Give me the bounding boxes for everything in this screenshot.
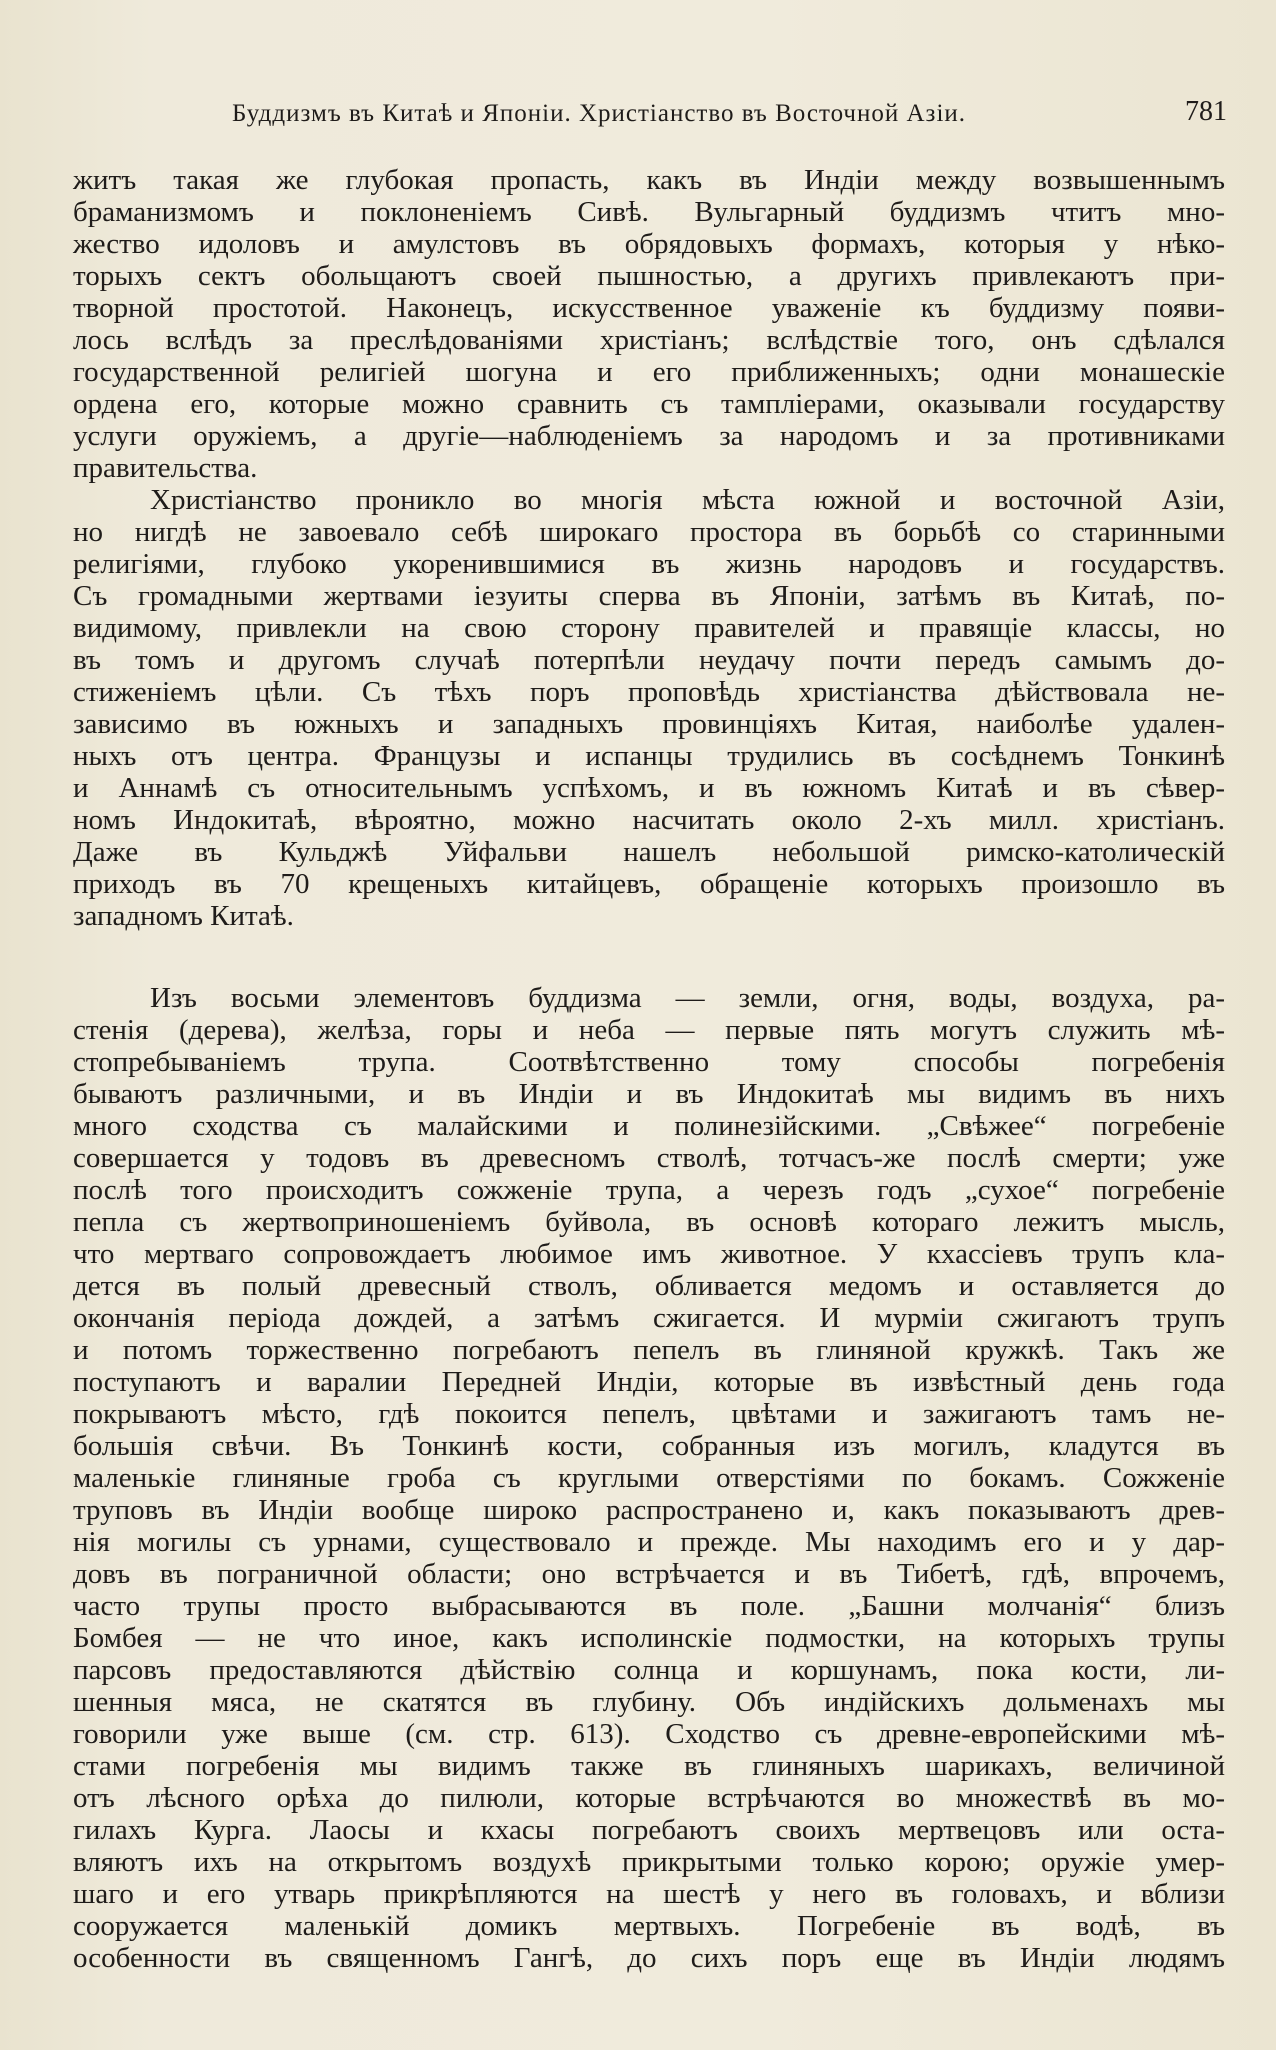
text-line: пепла съ жертвоприношеніемъ буйвола, въ основѣ котораго лежитъ мысль, (73, 1206, 1225, 1238)
text-line: житъ такая же глубокая пропасть, какъ въ Индіи между возвышеннымъ (73, 164, 1225, 196)
text-line: зависимо въ южныхъ и западныхъ провинціяхъ Китая, наиболѣе удален- (73, 708, 1225, 740)
paragraph-buddhism-continued (73, 164, 1225, 484)
text-line: много сходства съ малайскими и полинезійскими. „Свѣжее“ погребеніе (73, 1110, 1225, 1142)
text-line: часто трупы просто выбрасываются въ поле. „Башни молчанія“ близъ (73, 1590, 1225, 1622)
paragraph-burial-customs (73, 982, 1225, 1974)
text-line: шенныя мяса, не скатятся въ глубину. Объ индійскихъ дольменахъ мы (73, 1686, 1225, 1718)
text-line: нія могилы съ урнами, существовало и прежде. Мы находимъ его и у дар- (73, 1526, 1225, 1558)
text-line: правительства. (73, 452, 258, 484)
text-line: послѣ того происходитъ сожженіе трупа, а черезъ годъ „сухое“ погребеніе (73, 1174, 1225, 1206)
text-line: творной простотой. Наконецъ, искусственное уваженіе къ буддизму появи- (73, 292, 1225, 324)
text-line: отъ лѣсного орѣха до пилюли, которые встрѣчаются во множествѣ въ мо- (73, 1782, 1225, 1814)
page-body (73, 164, 1225, 1974)
text-line: номъ Индокитаѣ, вѣроятно, можно насчитать около 2-хъ милл. христіанъ. (73, 804, 1225, 836)
text-line: лось вслѣдъ за преслѣдованіями христіанъ; вслѣдствіе того, онъ сдѣлался (73, 324, 1225, 356)
text-line: покрываютъ мѣсто, гдѣ покоится пепелъ, цвѣтами и зажигаютъ тамъ не- (73, 1398, 1225, 1430)
section-gap (73, 932, 1225, 982)
text-line: западномъ Китаѣ. (73, 900, 294, 932)
text-line: въ томъ и другомъ случаѣ потерпѣли неудачу почти передъ самымъ до- (73, 644, 1225, 676)
text-line: жество идоловъ и амулстовъ въ обрядовыхъ формахъ, которыя у нѣко- (73, 228, 1225, 260)
text-line: Христіанство проникло во многія мѣста южной и восточной Азіи, (150, 484, 1225, 516)
text-line: видимому, привлекли на свою сторону правителей и правящіе классы, но (73, 612, 1225, 644)
text-line: гилахъ Курга. Лаосы и кхасы погребаютъ своихъ мертвецовъ или оста- (73, 1814, 1225, 1846)
text-line: Бомбея — не что иное, какъ исполинскіе подмостки, на которыхъ трупы (73, 1622, 1225, 1654)
text-line: говорили уже выше (см. стр. 613). Сходство съ древне-европейскими мѣ- (73, 1718, 1225, 1750)
text-line: особенности въ священномъ Гангѣ, до сихъ поръ еще въ Индіи людямъ (73, 1942, 1225, 1974)
page-number: 781 (1185, 96, 1227, 127)
text-line: стопребываніемъ трупа. Соотвѣтственно тому способы погребенія (73, 1046, 1225, 1078)
text-line: Даже въ Кульджѣ Уйфальви нашелъ небольшой римско-католическій (73, 836, 1225, 868)
text-line: и Аннамѣ съ относительнымъ успѣхомъ, и въ южномъ Китаѣ и въ сѣвер- (73, 772, 1225, 804)
text-line: Изъ восьми элементовъ буддизма — земли, огня, воды, воздуха, ра- (150, 982, 1225, 1014)
text-line: стами погребенія мы видимъ также въ глиняныхъ шарикахъ, величиной (73, 1750, 1225, 1782)
text-line: но нигдѣ не завоевало себѣ широкаго простора въ борьбѣ со старинными (73, 516, 1225, 548)
paragraph-christianity (73, 484, 1225, 932)
text-line: религіями, глубоко укоренившимися въ жизнь народовъ и государствъ. (73, 548, 1225, 580)
text-line: довъ въ пограничной области; оно встрѣчается и въ Тибетѣ, гдѣ, впрочемъ, (73, 1558, 1225, 1590)
text-line: браманизмомъ и поклоненіемъ Сивѣ. Вульгарный буддизмъ чтитъ мно- (73, 196, 1225, 228)
text-line: большія свѣчи. Въ Тонкинѣ кости, собранныя изъ могилъ, кладутся въ (73, 1430, 1225, 1462)
text-line: парсовъ предоставляются дѣйствію солнца и коршунамъ, пока кости, ли- (73, 1654, 1225, 1686)
text-line: вляютъ ихъ на открытомъ воздухѣ прикрытыми только корою; оружіе умер- (73, 1846, 1225, 1878)
text-line: труповъ въ Индіи вообще широко распространено и, какъ показываютъ древ- (73, 1494, 1225, 1526)
text-line: дется въ полый древесный стволъ, обливается медомъ и оставляется до (73, 1270, 1225, 1302)
text-line: государственной религіей шогуна и его приближенныхъ; одни монашескіе (73, 356, 1225, 388)
text-line: шаго и его утварь прикрѣпляются на шестѣ у него въ головахъ, и вблизи (73, 1878, 1225, 1910)
text-line: бываютъ различными, и въ Индіи и въ Индокитаѣ мы видимъ въ нихъ (73, 1078, 1225, 1110)
text-line: ныхъ отъ центра. Французы и испанцы трудились въ сосѣднемъ Тонкинѣ (73, 740, 1225, 772)
text-line: поступаютъ и варалии Передней Индіи, которые въ извѣстный день года (73, 1366, 1225, 1398)
text-line: стиженіемъ цѣли. Съ тѣхъ поръ проповѣдь христіанства дѣйствовала не- (73, 676, 1225, 708)
text-line: Съ громадными жертвами іезуиты сперва въ Японіи, затѣмъ въ Китаѣ, по- (73, 580, 1225, 612)
page-header (72, 96, 1227, 136)
text-line: сооружается маленькій домикъ мертвыхъ. Погребеніе въ водѣ, въ (73, 1910, 1225, 1942)
text-line: совершается у тодовъ въ древесномъ стволѣ, тотчасъ-же послѣ смерти; уже (73, 1142, 1225, 1174)
text-line: стенія (дерева), желѣза, горы и неба — первые пять могутъ служить мѣ- (73, 1014, 1225, 1046)
text-line: маленькіе глиняные гроба съ круглыми отверстіями по бокамъ. Сожженіе (73, 1462, 1225, 1494)
text-line: ордена его, которые можно сравнить съ тампліерами, оказывали государству (73, 388, 1225, 420)
text-line: торыхъ сектъ обольщаютъ своей пышностью, а другихъ привлекаютъ при- (73, 260, 1225, 292)
text-line: приходъ въ 70 крещеныхъ китайцевъ, обращеніе которыхъ произошло въ (73, 868, 1225, 900)
running-head: Буддизмъ въ Китаѣ и Японіи. Христіанство въ Восточной Азіи. (232, 100, 967, 127)
text-line: услуги оружіемъ, а другіе—наблюденіемъ за народомъ и за противниками (73, 420, 1225, 452)
text-line: что мертваго сопровождаетъ любимое имъ животное. У кхассіевъ трупъ кла- (73, 1238, 1225, 1270)
text-line: и потомъ торжественно погребаютъ пепелъ въ глиняной кружкѣ. Такъ же (73, 1334, 1225, 1366)
text-line: окончанія періода дождей, а затѣмъ сжигается. И мурміи сжигаютъ трупъ (73, 1302, 1225, 1334)
